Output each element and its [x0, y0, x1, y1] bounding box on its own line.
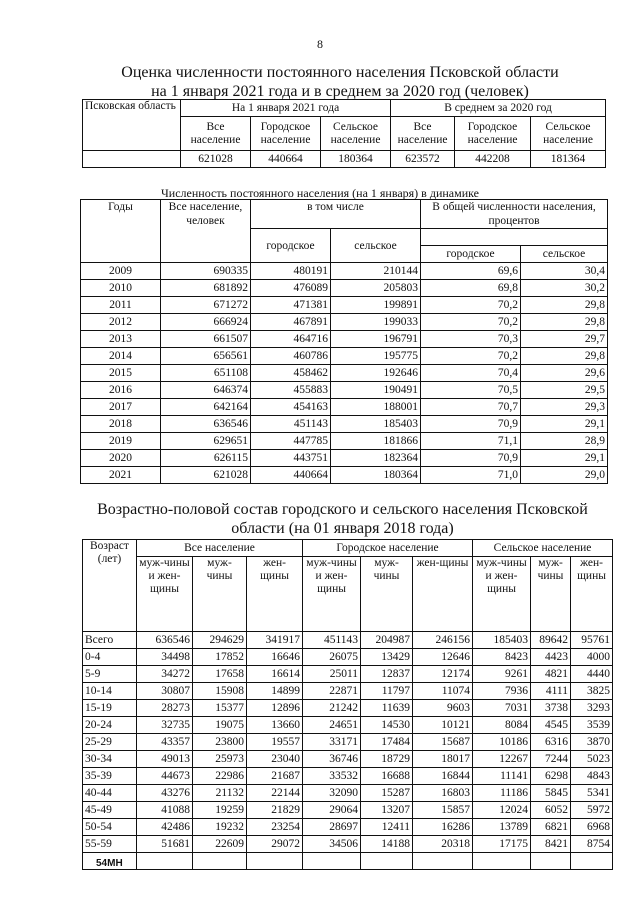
- col-including: в том числе: [251, 200, 421, 229]
- cell: 28697: [303, 819, 361, 836]
- cell: [303, 853, 361, 870]
- cell: 12411: [361, 819, 413, 836]
- cell: 0-4: [83, 649, 137, 666]
- cell: 185403: [331, 416, 421, 433]
- cell: 199033: [331, 314, 421, 331]
- cell: 16844: [413, 768, 473, 785]
- cell: 19232: [193, 819, 247, 836]
- cell: 42486: [137, 819, 193, 836]
- cell: 2018: [81, 416, 161, 433]
- cell: 5341: [571, 785, 613, 802]
- cell: 35-39: [83, 768, 137, 785]
- cell: 40-44: [83, 785, 137, 802]
- cell: 195775: [331, 348, 421, 365]
- cell: 2015: [81, 365, 161, 382]
- cell: [571, 853, 613, 870]
- col-years: Годы: [81, 200, 161, 263]
- cell: Всего: [83, 632, 137, 649]
- value-cell: 621028: [181, 151, 251, 168]
- cell: 28273: [137, 700, 193, 717]
- cell: 14899: [247, 683, 303, 700]
- cell: 20-24: [83, 717, 137, 734]
- cell: 34498: [137, 649, 193, 666]
- cell: 6968: [571, 819, 613, 836]
- cell: 49013: [137, 751, 193, 768]
- table3-title-line1: Возрастно-половой состав городского и сельского населения Псковской: [97, 501, 588, 518]
- cell: 447785: [251, 433, 331, 450]
- cell: 294629: [193, 632, 247, 649]
- value-cell: 181364: [531, 151, 606, 168]
- cell: 2011: [81, 297, 161, 314]
- cell: 28,9: [521, 433, 608, 450]
- value-cell: 442208: [455, 151, 531, 168]
- cell: 2019: [81, 433, 161, 450]
- cell: 17484: [361, 734, 413, 751]
- cell: 16646: [247, 649, 303, 666]
- cell: 666924: [161, 314, 251, 331]
- table-row: [83, 683, 613, 700]
- cell: 19557: [247, 734, 303, 751]
- cell: 29,8: [521, 297, 608, 314]
- cell: 246156: [413, 632, 473, 649]
- cell: 460786: [251, 348, 331, 365]
- sub-both: муж-чины и жен-щины: [137, 557, 193, 632]
- cell: 25011: [303, 666, 361, 683]
- cell: 199891: [331, 297, 421, 314]
- cell: 629651: [161, 433, 251, 450]
- cell: 23040: [247, 751, 303, 768]
- cell: 21132: [193, 785, 247, 802]
- cell: 182364: [331, 450, 421, 467]
- cell: [137, 853, 193, 870]
- cell: 3738: [531, 700, 571, 717]
- cell: 2012: [81, 314, 161, 331]
- cell: 458462: [251, 365, 331, 382]
- cell: 451143: [251, 416, 331, 433]
- cell: 204987: [361, 632, 413, 649]
- cell: 690335: [161, 263, 251, 280]
- cell: 16688: [361, 768, 413, 785]
- col-urban: городское: [251, 229, 331, 263]
- table1-title-line1: Оценка численности постоянного населения Псковской области: [121, 64, 559, 81]
- cell: 2020: [81, 450, 161, 467]
- cell: 16286: [413, 819, 473, 836]
- cell: 642164: [161, 399, 251, 416]
- cell: 14530: [361, 717, 413, 734]
- cell: 13429: [361, 649, 413, 666]
- cell: [193, 853, 247, 870]
- cell: 6316: [531, 734, 571, 751]
- cell: 45-49: [83, 802, 137, 819]
- group-urban: Городское население: [303, 540, 473, 557]
- cell: 190491: [331, 382, 421, 399]
- cell: 671272: [161, 297, 251, 314]
- cell: 12024: [473, 802, 531, 819]
- cell: 10186: [473, 734, 531, 751]
- cell: 23800: [193, 734, 247, 751]
- cell: 6298: [531, 768, 571, 785]
- cell: 12267: [473, 751, 531, 768]
- cell: 30,4: [521, 263, 608, 280]
- cell: 13660: [247, 717, 303, 734]
- sub-both: муж-чины и жен-щины: [473, 557, 531, 632]
- table-row: [83, 666, 613, 683]
- cell: 70,9: [421, 450, 521, 467]
- col-urban-pct: городское: [421, 246, 521, 263]
- cell: 656561: [161, 348, 251, 365]
- cell: 29,1: [521, 416, 608, 433]
- col-rural: сельское: [331, 229, 421, 263]
- cell: 13207: [361, 802, 413, 819]
- cell: 30,2: [521, 280, 608, 297]
- cell: 18017: [413, 751, 473, 768]
- group-avg-2020: В среднем за 2020 год: [391, 100, 606, 117]
- col-total-people: Все население, человек: [161, 200, 251, 263]
- cell: 29,6: [521, 365, 608, 382]
- cell: 3870: [571, 734, 613, 751]
- col-urban: Городское население: [251, 117, 321, 151]
- cell: 29,1: [521, 450, 608, 467]
- cell: 20318: [413, 836, 473, 853]
- sub-women: жен-щины: [413, 557, 473, 632]
- col-rural: Сельское население: [321, 117, 391, 151]
- cell: 4423: [531, 649, 571, 666]
- value-cell: 623572: [391, 151, 455, 168]
- cell: 17852: [193, 649, 247, 666]
- cell: 8421: [531, 836, 571, 853]
- cell: 11186: [473, 785, 531, 802]
- cell: 2021: [81, 467, 161, 484]
- cell: 70,2: [421, 297, 521, 314]
- cell: 3825: [571, 683, 613, 700]
- cell: 443751: [251, 450, 331, 467]
- cell: 6821: [531, 819, 571, 836]
- cell: 22609: [193, 836, 247, 853]
- cell: 22986: [193, 768, 247, 785]
- cell: 5972: [571, 802, 613, 819]
- cell: 30-34: [83, 751, 137, 768]
- table-row: [81, 280, 608, 297]
- cell: 36746: [303, 751, 361, 768]
- value-cell: 440664: [251, 151, 321, 168]
- cell: 4000: [571, 649, 613, 666]
- cell: 70,2: [421, 314, 521, 331]
- table-row: [81, 263, 608, 280]
- table-row: [81, 382, 608, 399]
- table3-title-line2: области (на 01 января 2018 года): [231, 520, 454, 537]
- cell: 25-29: [83, 734, 137, 751]
- cell: 661507: [161, 331, 251, 348]
- cell: 70,4: [421, 365, 521, 382]
- table-row: [83, 819, 613, 836]
- cell: 70,9: [421, 416, 521, 433]
- cell: 210144: [331, 263, 421, 280]
- cell: 480191: [251, 263, 331, 280]
- cell: 89642: [531, 632, 571, 649]
- cell: 3539: [571, 717, 613, 734]
- cell: 44673: [137, 768, 193, 785]
- cell: 29072: [247, 836, 303, 853]
- cell: 464716: [251, 331, 331, 348]
- cell: 646374: [161, 382, 251, 399]
- cell: 16614: [247, 666, 303, 683]
- cell: 95761: [571, 632, 613, 649]
- cell: 15908: [193, 683, 247, 700]
- table-row: [81, 365, 608, 382]
- cell: 17175: [473, 836, 531, 853]
- cell: 29,0: [521, 467, 608, 484]
- col-urban: Городское население: [455, 117, 531, 151]
- table-row: [83, 785, 613, 802]
- cell: 22144: [247, 785, 303, 802]
- cell: 23254: [247, 819, 303, 836]
- cell: 15377: [193, 700, 247, 717]
- cell: 71,0: [421, 467, 521, 484]
- cell: 4843: [571, 768, 613, 785]
- cell: 4440: [571, 666, 613, 683]
- cell: 11141: [473, 768, 531, 785]
- table-row: [81, 416, 608, 433]
- cell: 651108: [161, 365, 251, 382]
- cell: 2009: [81, 263, 161, 280]
- cell: 15687: [413, 734, 473, 751]
- cell: 69,8: [421, 280, 521, 297]
- cell: 71,1: [421, 433, 521, 450]
- table-row: [83, 649, 613, 666]
- empty-cell: [421, 229, 608, 246]
- table-row: [81, 297, 608, 314]
- cell: 69,6: [421, 263, 521, 280]
- cell: 196791: [331, 331, 421, 348]
- table-row: [81, 331, 608, 348]
- table-row: [83, 632, 613, 649]
- table-row: [81, 348, 608, 365]
- cell: 626115: [161, 450, 251, 467]
- cell: 13789: [473, 819, 531, 836]
- cell: 29,3: [521, 399, 608, 416]
- cell: [413, 853, 473, 870]
- col-share-percent: В общей численности населения, процентов: [421, 200, 608, 229]
- cell: 19075: [193, 717, 247, 734]
- cell: 4111: [531, 683, 571, 700]
- cell: 8754: [571, 836, 613, 853]
- empty-cell: [83, 151, 181, 168]
- cell: 9603: [413, 700, 473, 717]
- cell: 34272: [137, 666, 193, 683]
- cell: 41088: [137, 802, 193, 819]
- cell: 11797: [361, 683, 413, 700]
- cell: 454163: [251, 399, 331, 416]
- cell: [531, 853, 571, 870]
- table3-title: [60, 500, 625, 538]
- cell: 636546: [137, 632, 193, 649]
- cell: 5023: [571, 751, 613, 768]
- cell: 15-19: [83, 700, 137, 717]
- cell: 681892: [161, 280, 251, 297]
- col-total: Все население: [181, 117, 251, 151]
- cell: 25973: [193, 751, 247, 768]
- cell: 2010: [81, 280, 161, 297]
- cell: 4821: [531, 666, 571, 683]
- cell: 6052: [531, 802, 571, 819]
- table-row: [83, 751, 613, 768]
- cell: 185403: [473, 632, 531, 649]
- cell: 55-59: [83, 836, 137, 853]
- cell: 29,8: [521, 348, 608, 365]
- cell: 29,8: [521, 314, 608, 331]
- cell: 33532: [303, 768, 361, 785]
- cell: 50-54: [83, 819, 137, 836]
- col-rural: Сельское население: [531, 117, 606, 151]
- cell: 10-14: [83, 683, 137, 700]
- cell: 21687: [247, 768, 303, 785]
- cell: 9261: [473, 666, 531, 683]
- cell: 24651: [303, 717, 361, 734]
- cell: 11639: [361, 700, 413, 717]
- cell: 181866: [331, 433, 421, 450]
- cell: 33171: [303, 734, 361, 751]
- cell: 471381: [251, 297, 331, 314]
- cell: 192646: [331, 365, 421, 382]
- cell: 15287: [361, 785, 413, 802]
- cell: 18729: [361, 751, 413, 768]
- cell: 29064: [303, 802, 361, 819]
- cell: 29,7: [521, 331, 608, 348]
- cell: 34506: [303, 836, 361, 853]
- cell: [247, 853, 303, 870]
- cell: 12646: [413, 649, 473, 666]
- cell: 621028: [161, 467, 251, 484]
- cell: 30807: [137, 683, 193, 700]
- sub-women: жен-щины: [247, 557, 303, 632]
- cell: 7244: [531, 751, 571, 768]
- group-jan-2021: На 1 января 2021 года: [181, 100, 391, 117]
- cell: 26075: [303, 649, 361, 666]
- sub-women: жен-щины: [571, 557, 613, 632]
- table2-caption: Численность постоянного населения (на 1 января) в динамике: [160, 186, 479, 200]
- table-row: [83, 802, 613, 819]
- cell: 51681: [137, 836, 193, 853]
- cell: 4545: [531, 717, 571, 734]
- table-row: [83, 734, 613, 751]
- sub-both: муж-чины и жен-щины: [303, 557, 361, 632]
- cell: 15857: [413, 802, 473, 819]
- table-row: [81, 467, 608, 484]
- cell: 29,5: [521, 382, 608, 399]
- cell: 70,2: [421, 348, 521, 365]
- cell: 440664: [251, 467, 331, 484]
- cell: 32735: [137, 717, 193, 734]
- cell: 70,3: [421, 331, 521, 348]
- value-cell: 180364: [321, 151, 391, 168]
- table-row: [83, 768, 613, 785]
- sub-men: муж-чины: [531, 557, 571, 632]
- cell: 476089: [251, 280, 331, 297]
- table-row: [83, 853, 613, 870]
- cell: 7936: [473, 683, 531, 700]
- age-sex-table: [82, 539, 613, 870]
- cell: 2014: [81, 348, 161, 365]
- cell: 10121: [413, 717, 473, 734]
- cell: 70,7: [421, 399, 521, 416]
- table-row: [81, 314, 608, 331]
- cell: 16803: [413, 785, 473, 802]
- sub-men: муж-чины: [193, 557, 247, 632]
- cell: 12896: [247, 700, 303, 717]
- cell: 7031: [473, 700, 531, 717]
- cell: 8084: [473, 717, 531, 734]
- table1-title: [80, 63, 600, 101]
- cell: 188001: [331, 399, 421, 416]
- table1-title-line2: на 1 января 2021 года и в среднем за 2020 год (человек): [151, 83, 529, 100]
- cell: 8423: [473, 649, 531, 666]
- page-number: 8: [317, 37, 323, 51]
- col-rural-pct: сельское: [521, 246, 608, 263]
- cell: 341917: [247, 632, 303, 649]
- group-rural: Сельское население: [473, 540, 613, 557]
- cell: 43357: [137, 734, 193, 751]
- cell: 2013: [81, 331, 161, 348]
- cell: 5845: [531, 785, 571, 802]
- cell: 22871: [303, 683, 361, 700]
- cell: 43276: [137, 785, 193, 802]
- cell: 3293: [571, 700, 613, 717]
- cell: 32090: [303, 785, 361, 802]
- cell: 2017: [81, 399, 161, 416]
- table-row: [83, 700, 613, 717]
- cell: 11074: [413, 683, 473, 700]
- cell: 19259: [193, 802, 247, 819]
- table-row: [83, 836, 613, 853]
- cell: 205803: [331, 280, 421, 297]
- cell: 70,5: [421, 382, 521, 399]
- cell: 636546: [161, 416, 251, 433]
- cell: 455883: [251, 382, 331, 399]
- cell: 12837: [361, 666, 413, 683]
- sub-men: муж-чины: [361, 557, 413, 632]
- cell: 21242: [303, 700, 361, 717]
- group-all: Все население: [137, 540, 303, 557]
- cell: [473, 853, 531, 870]
- population-dynamics-table: [80, 199, 608, 484]
- table-row: [83, 717, 613, 734]
- cell: 14188: [361, 836, 413, 853]
- cell: 12174: [413, 666, 473, 683]
- cell: 451143: [303, 632, 361, 649]
- cell: 21829: [247, 802, 303, 819]
- region-label: Псковская область: [83, 100, 181, 151]
- table-row: [81, 450, 608, 467]
- cell: 17658: [193, 666, 247, 683]
- footer-code: 54МН: [96, 858, 123, 869]
- cell: 467891: [251, 314, 331, 331]
- cell: 180364: [331, 467, 421, 484]
- table-row: [81, 399, 608, 416]
- cell: 2016: [81, 382, 161, 399]
- population-estimate-table: [82, 99, 606, 168]
- col-total: Все население: [391, 117, 455, 151]
- cell: 5-9: [83, 666, 137, 683]
- cell: [361, 853, 413, 870]
- col-age: Возраст (лет): [83, 540, 137, 632]
- table-row: [81, 433, 608, 450]
